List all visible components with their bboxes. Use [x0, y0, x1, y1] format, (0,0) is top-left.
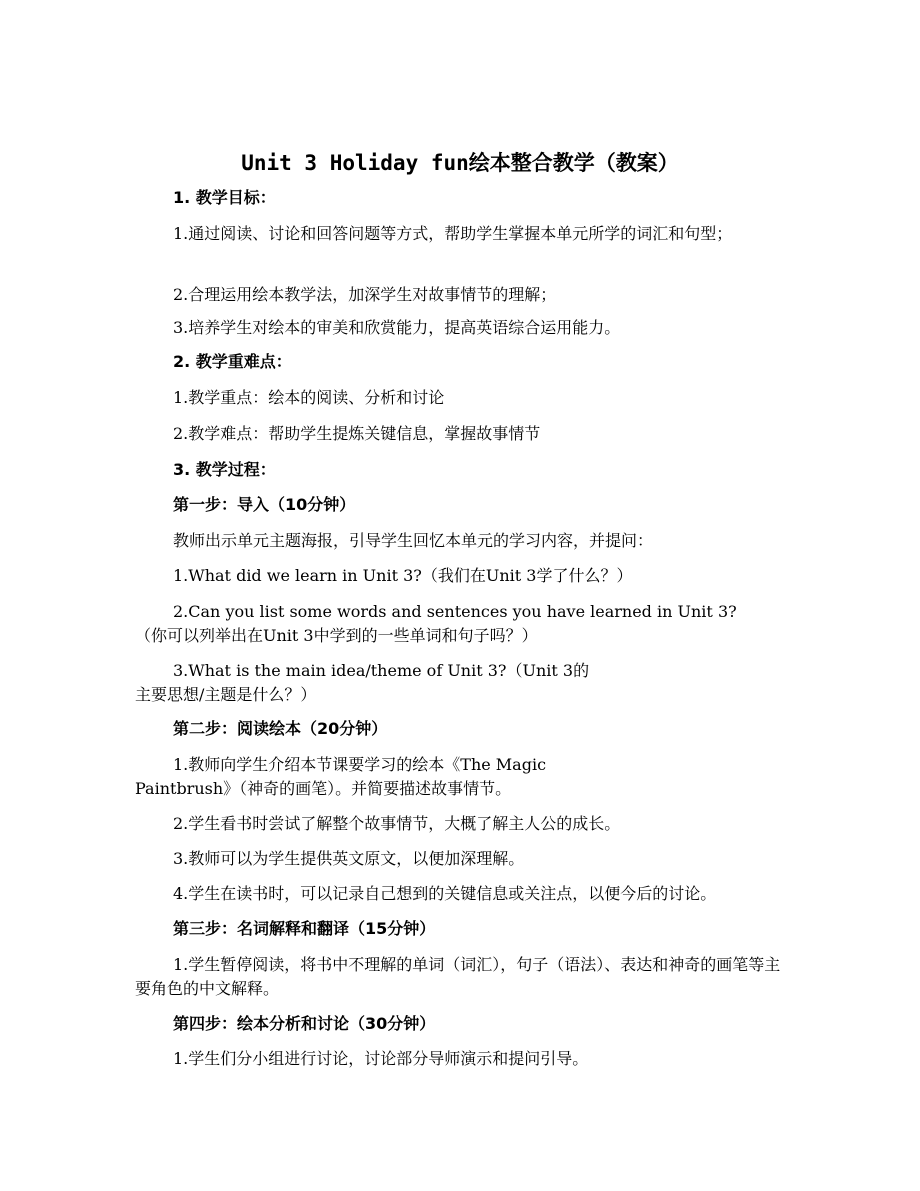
- step3-item-1: 1.学生暂停阅读，将书中不理解的单词（词汇），句子（语法）、表达和神奇的画笔等主要角色的中文解释。: [135, 955, 781, 998]
- objective-item-3: 3.培养学生对绘本的审美和欣赏能力，提高英语综合运用能力。: [173, 318, 621, 337]
- step2-heading: 第二步：阅读绘本（20分钟）: [173, 719, 388, 738]
- step1-question-2: 2.Can you list some words and sentences you have learned in Unit 3?（你可以列举出在Unit 3中学到的一些单词和句子吗？）: [135, 602, 737, 645]
- step1-question-1: 1.What did we learn in Unit 3?（我们在Unit 3学了什么？）: [173, 566, 633, 585]
- document-title: Unit 3 Holiday fun绘本整合教学（教案）: [241, 151, 679, 175]
- key-point-item-1: 1.教学重点：绘本的阅读、分析和讨论: [173, 388, 445, 407]
- objective-item-1: 1.通过阅读、讨论和回答问题等方式，帮助学生掌握本单元所学的词汇和句型；: [173, 224, 733, 243]
- step2-item-4: 4.学生在读书时，可以记录自己想到的关键信息或关注点，以便今后的讨论。: [173, 884, 717, 903]
- key-point-item-2: 2.教学难点：帮助学生提炼关键信息，掌握故事情节: [173, 424, 541, 443]
- step1-question-3: 3.What is the main idea/theme of Unit 3?（Unit 3的主要思想/主题是什么？）: [135, 661, 590, 704]
- section-heading-key-points: 2. 教学重难点：: [173, 352, 292, 371]
- step2-item-2: 2.学生看书时尝试了解整个故事情节，大概了解主人公的成长。: [173, 814, 621, 833]
- objective-item-2: 2.合理运用绘本教学法，加深学生对故事情节的理解；: [173, 285, 557, 304]
- step2-item-1: 1.教师向学生介绍本节课要学习的绘本《The Magic Paintbrush》（神奇的画笔）。并简要描述故事情节。: [135, 755, 547, 798]
- step4-heading: 第四步：绘本分析和讨论（30分钟）: [173, 1014, 436, 1033]
- step1-heading: 第一步：导入（10分钟）: [173, 495, 356, 514]
- step2-item-3: 3.教师可以为学生提供英文原文，以便加深理解。: [173, 849, 525, 868]
- step1-intro: 教师出示单元主题海报，引导学生回忆本单元的学习内容，并提问：: [173, 531, 654, 550]
- section-heading-process: 3. 教学过程：: [173, 460, 276, 479]
- step4-item-1: 1.学生们分小组进行讨论，讨论部分导师演示和提问引导。: [173, 1049, 589, 1068]
- step3-heading: 第三步：名词解释和翻译（15分钟）: [173, 919, 436, 938]
- section-heading-objectives: 1. 教学目标：: [173, 188, 276, 207]
